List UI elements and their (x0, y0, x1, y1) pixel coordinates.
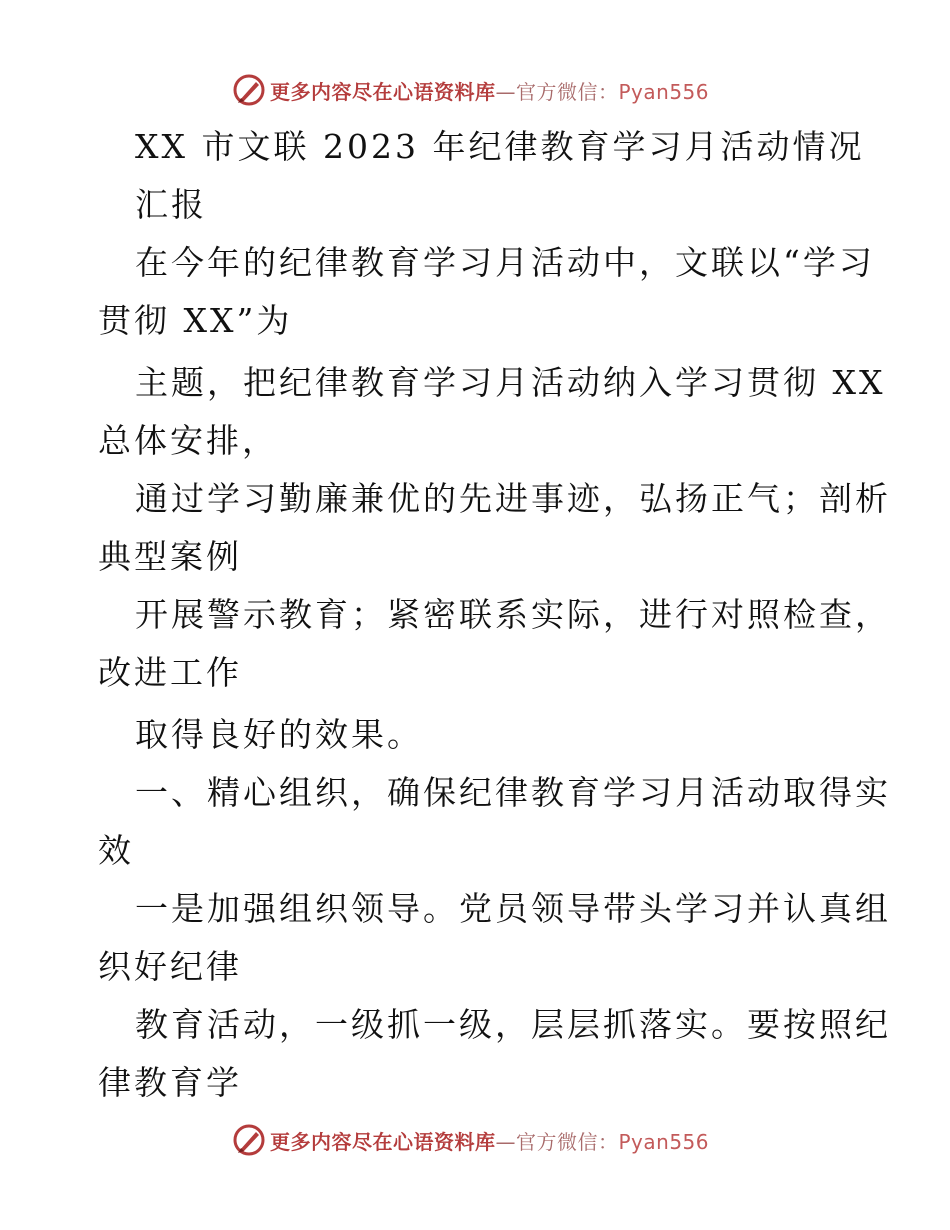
watermark-text: 更多内容尽在心语资料库—官方微信：Pyan556 (270, 1129, 710, 1154)
doc-line: 织好纪律 (98, 947, 242, 986)
doc-line: 一是加强组织领导。党员领导带头学习并认真组 (135, 889, 891, 928)
watermark-banner-top (0, 70, 950, 110)
doc-line: 通过学习勤廉兼优的先进事迹，弘扬正气；剖析 (135, 479, 891, 518)
doc-line: 效 (98, 831, 134, 870)
doc-line: 主题，把纪律教育学习月活动纳入学习贯彻 XX (135, 363, 886, 402)
doc-line: 总体安排， (98, 421, 278, 460)
doc-line: 改进工作 (98, 653, 242, 692)
doc-line: 教育活动，一级抓一级，层层抓落实。要按照纪 (135, 1005, 891, 1044)
doc-line: 律教育学 (98, 1063, 242, 1102)
doc-line: 在今年的纪律教育学习月活动中，文联以“学习 (135, 243, 875, 282)
watermark-banner-bottom (0, 1120, 950, 1160)
watermark-text: 更多内容尽在心语资料库—官方微信：Pyan556 (270, 79, 710, 104)
doc-line: 开展警示教育；紧密联系实际，进行对照检查， (135, 595, 891, 634)
doc-line: 典型案例 (98, 537, 242, 576)
doc-line: 贯彻 XX”为 (98, 301, 293, 340)
doc-title-line-2: 汇报 (135, 185, 207, 224)
pen-logo-icon (232, 1123, 266, 1157)
doc-heading: 一、精心组织，确保纪律教育学习月活动取得实 (135, 773, 891, 812)
pen-logo-icon (232, 73, 266, 107)
doc-title-line-1: XX 市文联 2023 年纪律教育学习月活动情况 (135, 127, 865, 166)
doc-line: 取得良好的效果。 (135, 715, 423, 754)
